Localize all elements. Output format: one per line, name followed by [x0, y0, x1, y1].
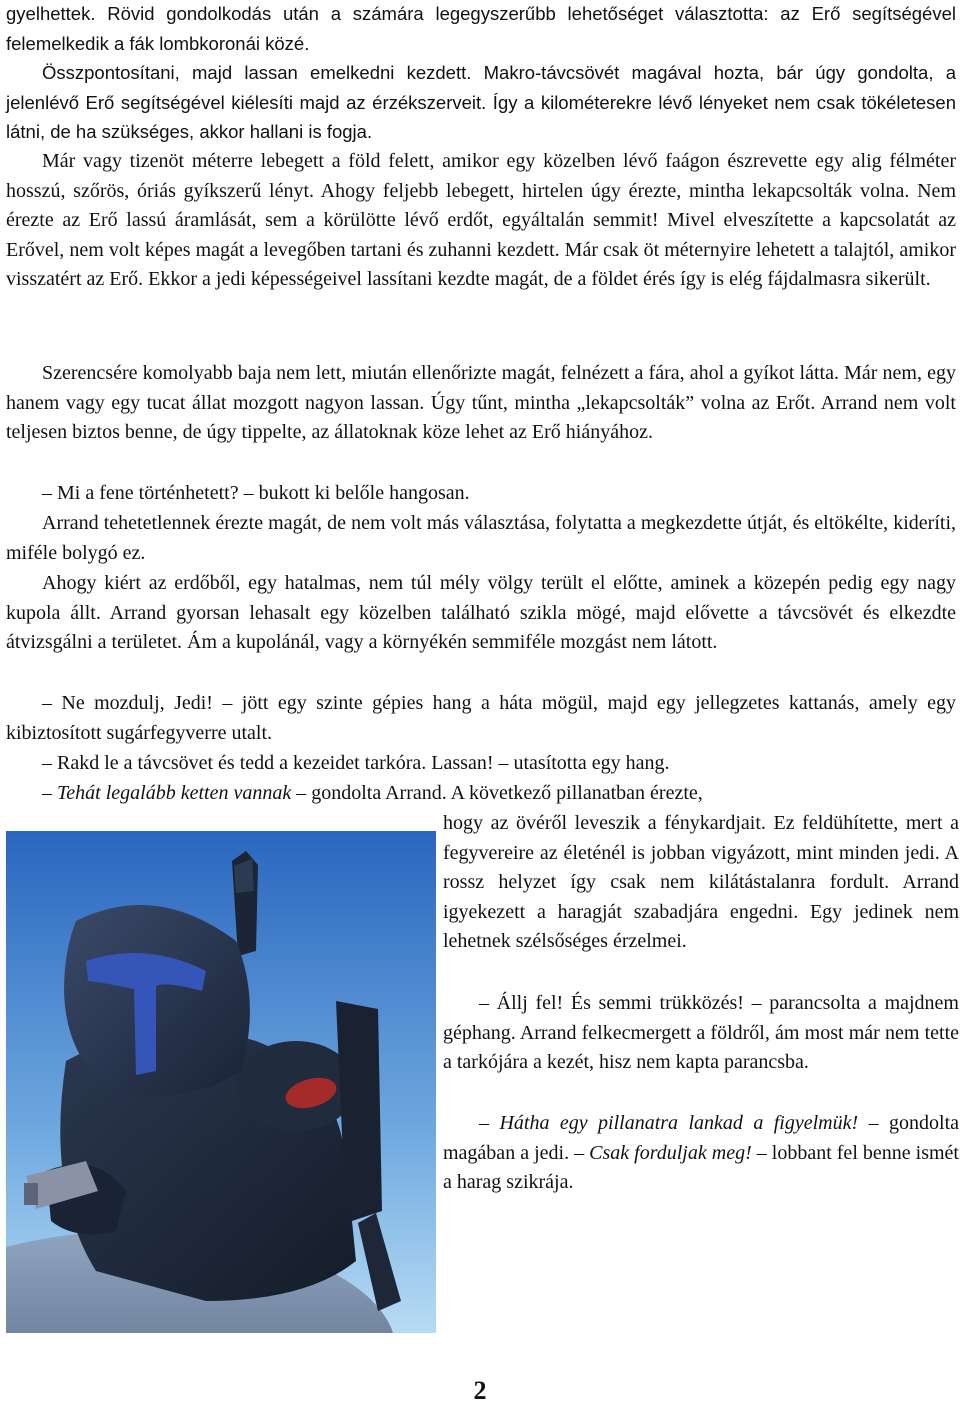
- mandalorian-image: [6, 831, 436, 1333]
- p10-italic-thought: Tehát legalább ketten vannak: [57, 782, 292, 804]
- paragraph-1: gyelhettek. Rövid gondolkodás után a számára legegyszerűbb lehetőséget választotta: az Erő segítségével felemelkedik a fák lombkoronái közé.: [6, 3, 956, 54]
- paragraph-13: [443, 1109, 959, 1198]
- p13-dash: –: [479, 1112, 500, 1134]
- dialogue-line-3: – Rakd le a távcsövet és tedd a kezeidet tarkóra. Lassan! – utasította egy hang.: [42, 752, 670, 774]
- dialogue-line-2: – Ne mozdulj, Jedi! – jött egy szinte gépies hang a háta mögül, majd egy jellegzetes kattanás, amely egy kibiztosított sugárfegyverre utalt.: [6, 692, 956, 744]
- paragraph-11: hogy az övéről leveszik a fénykardjait. Ez feldühítette, mert a fegyvereire az életénél is jobban vigyázott, mint minden jedi. A rossz helyzet így csak nem kilátástalanra fordult. Arrand igyekezett a haragját szabadjára engedni. Egy jedinek nem lehetnek szélsőséges érzelmei.: [443, 812, 959, 952]
- paragraph-6: Arrand tehetetlennek érezte magát, de nem volt más választása, folytatta a megkezdette útját, és eltökélte, kideríti, miféle bolygó ez.: [6, 512, 956, 564]
- p10-rest: – gondolta Arrand. A következő pillanatban érezte,: [291, 782, 703, 804]
- p13-italic-thought-1: Hátha egy pillanatra lankad a figyelmük!: [499, 1112, 859, 1134]
- paragraph-2: Összpontosítani, majd lassan emelkedni kezdett. Makro-távcsövét magával hozta, bár úgy gondolta, a jelenlévő Erő segítségével kiélesíti majd az érzékszerveit. Így a kilométerekre lévő lényeket nem csak tökéletesen látni, de ha szükséges, akkor hallani is fogja.: [6, 62, 956, 142]
- paragraph-7: Ahogy kiért az erdőből, egy hatalmas, nem túl mély völgy terült el előtte, aminek a közepén pedig egy nagy kupola állt. Arrand gyorsan lehasalt egy közelben található szikla mögé, majd elővette a távcsövét és elkezdte átvizsgálni a területet. Ám a kupolánál, vagy a környékén semmiféle mozgást nem látott.: [6, 572, 956, 653]
- helmet: [64, 905, 250, 1097]
- p13-end: – lobbant fel benne ismét a harag szikrája.: [443, 1141, 959, 1193]
- dialogue-line-4: – Állj fel! És semmi trükközés! – parancsolta a majdnem géphang. Arrand felkecmergett a földről, ám most már nem tette a tarkójára a kezét, hisz nem kapta parancsba.: [443, 992, 959, 1073]
- page-number: 2: [473, 1376, 487, 1404]
- mandalorian-illustration: [6, 831, 436, 1333]
- paragraph-10: [6, 779, 956, 809]
- blaster-muzzle: [24, 1183, 38, 1205]
- p13-italic-thought-2: Csak forduljak meg!: [589, 1141, 752, 1164]
- p10-dash: –: [42, 782, 57, 804]
- paragraph-4: Szerencsére komolyabb baja nem lett, miután ellenőrizte magát, felnézett a fára, ahol a gyíkot látta. Már nem, egy hanem vagy egy tucat állat mozgott nagyon lassan. Úgy tűnt, mintha „lekapcsolták” volna az Erőt. Arrand nem volt teljesen biztos benne, de úgy tippelte, az állatoknak köze lehet az Erő hiányához.: [6, 362, 956, 443]
- dialogue-line-1: – Mi a fene történhetett? – bukott ki belőle hangosan.: [42, 482, 470, 504]
- paragraph-3: Már vagy tizenöt méterre lebegett a föld felett, amikor egy közelben lévő faágon észrevette egy alig félméter hosszú, szőrös, óriás gyíkszerű lényt. Ahogy feljebb lebegett, hirtelen úgy érezte, mintha lekapcsolták volna. Nem érezte az Erő lassú áramlását, sem a körülötte lévő erdőt, egyáltalán semmit! Mivel elveszítette a kapcsolatát az Erővel, nem volt képes magát a levegőben tartani és zuhanni kezdett. Már csak öt méternyire lehetett a talajtól, amikor visszatért az Erő. Ekkor a jedi képességeivel lassítani kezdte magát, de a földet érés így is elég fájdalmasra sikerült.: [6, 150, 956, 290]
- p13-middle: – gondolta magában a jedi. –: [443, 1112, 960, 1164]
